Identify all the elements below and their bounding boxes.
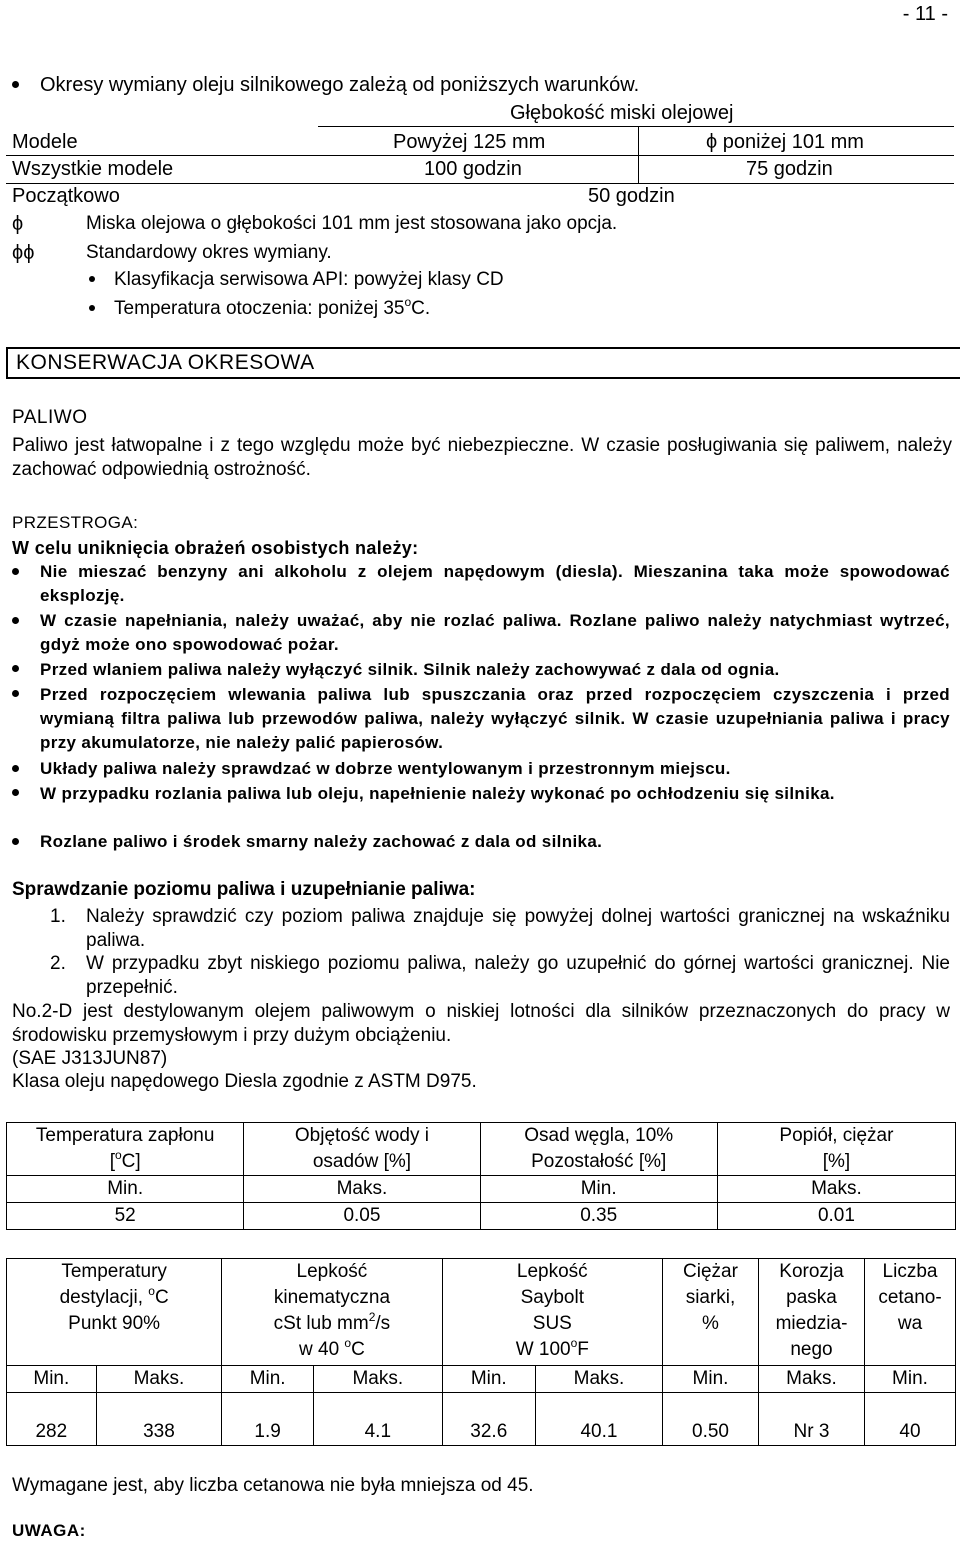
header-text: Temperatura zapłonu	[35, 1125, 215, 1146]
table-cell: Nr 3	[759, 1393, 865, 1446]
above-125: Powyżej 125 mm	[393, 131, 546, 153]
bullet-dot	[12, 81, 19, 88]
bullet-dot	[12, 617, 19, 624]
bullet-dot	[12, 789, 19, 796]
table-divider	[638, 126, 639, 184]
bullet-dot	[12, 690, 19, 697]
table-header-row	[7, 1259, 956, 1366]
warning-label: PRZESTROGA:	[12, 513, 139, 532]
header-text: kinematyczna	[273, 1287, 391, 1308]
bullet-dot	[12, 568, 19, 575]
all-models: Wszystkie modele	[12, 158, 174, 180]
header-text: Temperatury	[61, 1261, 167, 1282]
table-cell: Min.	[663, 1366, 759, 1393]
table-cell: Min.	[7, 1176, 244, 1203]
table-cell: 32.6	[442, 1393, 535, 1446]
header-text: siarki,	[685, 1287, 736, 1308]
ambient-temp-text: Temperatura otoczenia: poniżej 35	[114, 298, 405, 319]
note2-symbol: ϕϕ	[12, 242, 35, 264]
header-text: paska	[786, 1287, 837, 1308]
bullet-dot	[89, 305, 95, 311]
ambient-temp	[114, 297, 430, 321]
below-101	[706, 130, 864, 154]
degree-sup: o	[344, 1336, 352, 1350]
header-text: C	[154, 1287, 169, 1308]
page-number: - 11 -	[902, 3, 948, 25]
table-cell: Min.	[480, 1176, 717, 1203]
table-cell: Maks.	[96, 1366, 222, 1393]
header-cell	[663, 1259, 759, 1366]
diesel-paragraph: No.2-D jest destylowanym olejem paliwowym o niskiej lotności dla silników przeznaczonych do pracy w środowisku przemysłowym i przy dużym obciążeniu.	[12, 1001, 950, 1046]
step-text: W przypadku zbyt niskiego poziomu paliwa, należy go uzupełnić do górnej wartości granicznej. Nie przepełnić.	[86, 953, 950, 998]
header-text: destylacji,	[59, 1287, 149, 1308]
hours-100: 100 godzin	[424, 158, 522, 180]
table-row	[7, 1393, 956, 1446]
fuel-properties-table	[6, 1122, 956, 1230]
degree-sup: o	[404, 295, 412, 309]
bullet-dot	[12, 665, 19, 672]
header-text: Korozja	[779, 1261, 844, 1282]
table-row	[7, 1366, 956, 1393]
header-cell	[865, 1259, 956, 1366]
warning-item: Nie mieszać benzyny ani alkoholu z olejem napędowym (diesla). Mieszanina taka może spowodować eksplozję.	[40, 562, 950, 605]
table-cell: Maks.	[535, 1366, 662, 1393]
table-cell: 40	[865, 1393, 956, 1446]
header-text: w 40	[299, 1339, 345, 1360]
header-cell	[7, 1123, 244, 1176]
sae-ref: (SAE J313JUN87)	[12, 1048, 168, 1069]
table-cell: Maks.	[244, 1176, 480, 1203]
header-text: C	[351, 1339, 365, 1360]
step-number: 2.	[50, 953, 66, 974]
step-text: Należy sprawdzić czy poziom paliwa znajduje się powyżej dolnej wartości granicznej na wskaźniku paliwa.	[86, 906, 950, 951]
header-text: Pozostałość [%]	[531, 1151, 667, 1172]
table-cell: 0.01	[717, 1203, 955, 1230]
header-text: nego	[790, 1339, 833, 1360]
warning-item: W przypadku rozlania paliwa lub oleju, napełnienie należy wykonać po ochłodzeniu się silnika.	[40, 784, 835, 803]
below-101-text: poniżej 101 mm	[722, 131, 864, 153]
table-cell: 1.9	[222, 1393, 314, 1446]
header-text: Ciężar	[683, 1261, 738, 1282]
header-text: Objętość wody i	[294, 1125, 429, 1146]
note1-text: Miska olejowa o głębokości 101 mm jest stosowana jako opcja.	[86, 213, 618, 234]
bullet-dot	[89, 276, 95, 282]
header-cell	[759, 1259, 865, 1366]
table-cell: 0.50	[663, 1393, 759, 1446]
header-text: [	[109, 1151, 115, 1172]
degree-sup: o	[148, 1284, 155, 1298]
hours-50: 50 godzin	[588, 185, 675, 207]
phi-symbol: ϕ	[706, 131, 718, 153]
table-cell: Min.	[222, 1366, 314, 1393]
api-class: Klasyfikacja serwisowa API: powyżej klasy CD	[114, 269, 504, 290]
header-text: Lepkość	[516, 1261, 588, 1282]
header-text: Lepkość	[296, 1261, 368, 1282]
hours-75: 75 godzin	[746, 158, 833, 180]
astm-ref: Klasa oleju napędowego Diesla zgodnie z ASTM D975.	[12, 1071, 477, 1092]
step-number: 1.	[50, 906, 66, 927]
superscript: 2	[368, 1310, 376, 1324]
header-text: cSt lub mm	[273, 1313, 369, 1334]
header-cell	[442, 1259, 662, 1366]
check-heading: Sprawdzanie poziomu paliwa i uzupełnianie paliwa:	[12, 879, 476, 900]
warning-item: W czasie napełniania, należy uważać, aby nie rozlać paliwa. Rozlane paliwo należy natychmiast wytrzeć, gdyż może ono spowodować pożar.	[40, 611, 950, 654]
table-header-row	[7, 1123, 956, 1176]
intro-bullet-text: Okresy wymiany oleju silnikowego zależą od poniższych warunków.	[40, 74, 640, 96]
degree-sup: o	[570, 1336, 578, 1350]
warning-item: Przed rozpoczęciem wlewania paliwa lub spuszczania oraz przed rozpoczęciem czyszczenia i przed wymianą filtra paliwa lub przewodów paliwa, należy wyłączyć silnik. W czasie uzupełniania paliwa i pracy przy akumulatorze, nie należy palić papierosów.	[40, 685, 950, 752]
header-text: C]	[121, 1151, 141, 1172]
header-text: F	[577, 1339, 589, 1360]
table-cell: 52	[7, 1203, 244, 1230]
header-text: /s	[375, 1313, 391, 1334]
header-text: Osad węgla, 10%	[524, 1125, 674, 1146]
header-text: Liczba	[882, 1261, 938, 1282]
table-cell: Maks.	[314, 1366, 443, 1393]
table-line	[318, 126, 954, 127]
warning-item: Rozlane paliwo i środek smarny należy zachować z dala od silnika.	[40, 832, 603, 851]
header-cell	[244, 1123, 480, 1176]
table-cell: Maks.	[717, 1176, 955, 1203]
table-row	[7, 1176, 956, 1203]
table-cell: 0.35	[480, 1203, 717, 1230]
bullet-dot	[12, 765, 19, 772]
header-text: [%]	[822, 1151, 851, 1172]
header-text: miedzia-	[775, 1313, 848, 1334]
cetane-note: Wymagane jest, aby liczba cetanowa nie była mniejsza od 45.	[12, 1475, 534, 1496]
header-cell	[7, 1259, 222, 1366]
header-text: wa	[897, 1313, 923, 1334]
table-cell: Min.	[7, 1366, 97, 1393]
header-cell	[480, 1123, 717, 1176]
table-line	[6, 155, 954, 156]
table-line	[6, 183, 954, 184]
note1-symbol: ϕ	[12, 213, 24, 235]
header-text: %	[702, 1313, 719, 1334]
fuel-heading: PALIWO	[12, 407, 88, 428]
table-cell: 338	[96, 1393, 222, 1446]
header-text: SUS	[532, 1313, 572, 1334]
table-cell: 0.05	[244, 1203, 480, 1230]
depth-header: Głębokość miski olejowej	[510, 102, 734, 124]
header-text: Popiół, ciężar	[779, 1125, 894, 1146]
table-cell: 4.1	[314, 1393, 443, 1446]
degree-sup: o	[114, 1148, 122, 1162]
header-text: osadów [%]	[312, 1151, 412, 1172]
section-title: KONSERWACJA OKRESOWA	[6, 347, 960, 379]
models-label: Modele	[12, 131, 78, 153]
bullet-dot	[12, 838, 19, 845]
table-cell: Min.	[442, 1366, 535, 1393]
table-cell: Maks.	[759, 1366, 865, 1393]
fuel-paragraph: Paliwo jest łatwopalne i z tego względu może być niebezpieczne. W czasie posługiwania się paliwem, należy zachować odpowiednią ostrożność.	[12, 435, 952, 480]
table-cell: Min.	[865, 1366, 956, 1393]
uwaga-label: UWAGA:	[12, 1521, 86, 1540]
header-cell	[222, 1259, 442, 1366]
warning-item: Przed wlaniem paliwa należy wyłączyć silnik. Silnik należy zachowywać z dala od ognia.	[40, 660, 780, 679]
header-text: cetano-	[878, 1287, 942, 1308]
warning-lead: W celu uniknięcia obrażeń osobistych należy:	[12, 538, 419, 558]
table-row	[7, 1203, 956, 1230]
note2-text: Standardowy okres wymiany.	[86, 242, 332, 263]
header-text: W 100	[515, 1339, 571, 1360]
header-text: Saybolt	[520, 1287, 584, 1308]
table-cell: 282	[7, 1393, 97, 1446]
table-cell: 40.1	[535, 1393, 662, 1446]
ambient-temp-unit: C.	[411, 298, 431, 319]
header-text: Punkt 90%	[68, 1313, 161, 1334]
initially: Początkowo	[12, 185, 120, 207]
warning-item: Układy paliwa należy sprawdzać w dobrze wentylowanym i przestronnym miejscu.	[40, 759, 731, 778]
header-cell	[717, 1123, 955, 1176]
diesel-spec-table	[6, 1258, 956, 1446]
